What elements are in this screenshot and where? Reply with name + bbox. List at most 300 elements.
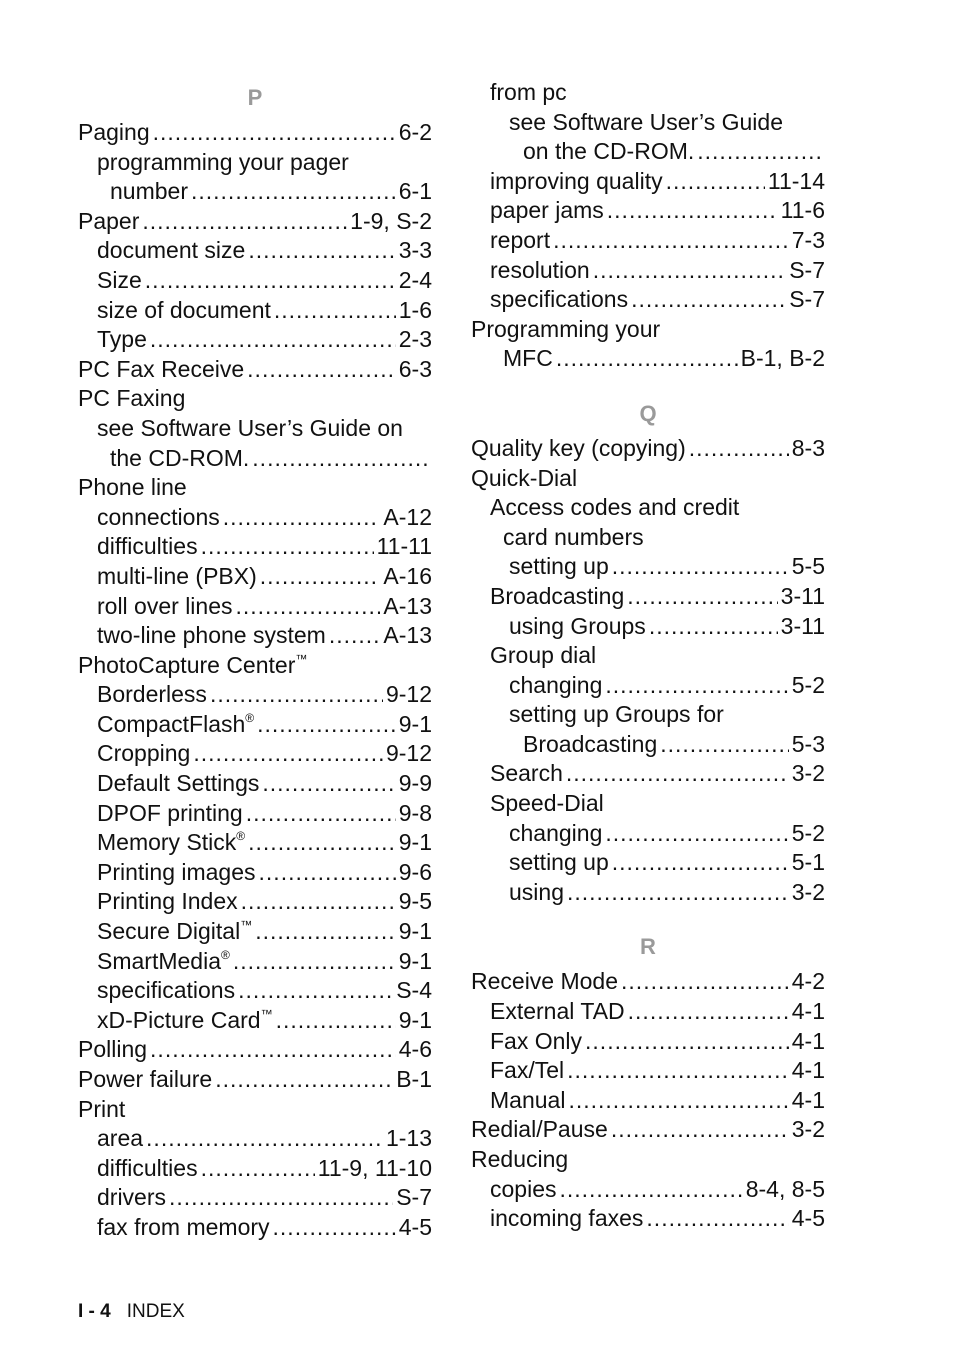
index-page-ref: 4-1 bbox=[791, 1086, 825, 1113]
index-term-text: Printing images bbox=[97, 858, 256, 885]
dot-leader bbox=[607, 196, 778, 226]
index-term-text: using Groups bbox=[509, 612, 646, 639]
index-page-ref: 6-3 bbox=[398, 355, 432, 382]
dot-leader bbox=[649, 612, 778, 642]
index-entry bbox=[471, 226, 825, 256]
index-page-ref: 4-5 bbox=[398, 1213, 432, 1240]
index-entry bbox=[78, 384, 432, 414]
index-page-ref: 3-2 bbox=[791, 1116, 825, 1143]
index-entry bbox=[78, 325, 432, 355]
index-term bbox=[78, 118, 150, 148]
index-term bbox=[97, 148, 349, 178]
index-entry bbox=[471, 167, 825, 197]
index-term bbox=[78, 207, 139, 237]
index-term-text: CompactFlash bbox=[97, 710, 246, 737]
index-page-ref: 11-14 bbox=[767, 167, 825, 194]
index-entry bbox=[471, 641, 825, 671]
dot-leader bbox=[605, 819, 788, 849]
dot-leader bbox=[689, 434, 789, 464]
index-term-text: multi-line (PBX) bbox=[97, 562, 257, 589]
dot-leader bbox=[568, 1086, 788, 1116]
index-page-ref: 7-3 bbox=[791, 226, 825, 253]
index-term bbox=[523, 730, 657, 760]
index-term bbox=[97, 296, 271, 326]
index-term bbox=[110, 177, 188, 207]
index-entry bbox=[78, 148, 432, 178]
index-term bbox=[78, 384, 185, 414]
dot-leader bbox=[585, 1027, 789, 1057]
index-term-text: changing bbox=[509, 671, 603, 698]
index-entry bbox=[78, 296, 432, 326]
index-entry bbox=[471, 967, 825, 997]
index-term-text: Print bbox=[78, 1095, 126, 1122]
dot-leader bbox=[612, 552, 789, 582]
index-term bbox=[490, 493, 739, 523]
index-term-text: setting up Groups for bbox=[509, 701, 724, 728]
index-page-ref: 3-2 bbox=[791, 760, 825, 787]
index-entry bbox=[78, 503, 432, 533]
dot-leader bbox=[566, 759, 789, 789]
index-term bbox=[490, 1027, 582, 1057]
index-term-text: Manual bbox=[490, 1086, 566, 1113]
index-entry bbox=[78, 710, 432, 740]
index-page-ref: 11-9, 11-10 bbox=[317, 1154, 432, 1181]
dot-leader bbox=[612, 848, 789, 878]
index-term-text: Borderless bbox=[97, 681, 207, 708]
index-page-ref: 9-1 bbox=[398, 947, 432, 974]
index-term-text: DPOF printing bbox=[97, 799, 243, 826]
index-term bbox=[97, 769, 259, 799]
dot-leader bbox=[146, 1124, 383, 1154]
index-term bbox=[490, 1056, 564, 1086]
index-entry bbox=[78, 1065, 432, 1095]
index-entry bbox=[78, 828, 432, 858]
index-page-ref: 2-3 bbox=[398, 326, 432, 353]
index-page-ref: 9-1 bbox=[398, 710, 432, 737]
index-page-ref: 9-12 bbox=[385, 681, 432, 708]
index-term bbox=[97, 799, 243, 829]
index-entry bbox=[78, 1035, 432, 1065]
index-term bbox=[490, 167, 663, 197]
index-entry bbox=[78, 414, 432, 444]
index-page-ref: B-1 bbox=[396, 1066, 432, 1092]
dot-leader bbox=[252, 444, 429, 474]
index-letter-heading: R bbox=[640, 934, 656, 960]
index-column-left bbox=[78, 78, 432, 1243]
dot-leader bbox=[247, 355, 396, 385]
index-term bbox=[503, 344, 553, 374]
index-term-text: Redial/Pause bbox=[471, 1116, 608, 1143]
index-term-text: Paging bbox=[78, 119, 150, 145]
index-term-text: document size bbox=[97, 237, 246, 264]
dot-leader bbox=[628, 997, 789, 1027]
index-term bbox=[97, 414, 403, 444]
page-number: I - 4 bbox=[78, 1301, 111, 1322]
index-page-ref: 11-11 bbox=[376, 533, 432, 560]
dot-leader bbox=[274, 296, 396, 326]
index-term bbox=[471, 315, 660, 345]
index-column-right bbox=[471, 78, 825, 1234]
index-term bbox=[97, 1183, 166, 1213]
index-entry bbox=[471, 78, 825, 108]
index-term bbox=[97, 947, 230, 977]
index-term-text: area bbox=[97, 1125, 144, 1152]
index-entry bbox=[78, 1095, 432, 1125]
index-term-text: Memory Stick bbox=[97, 829, 237, 856]
index-entry bbox=[471, 1204, 825, 1234]
index-entry bbox=[471, 1027, 825, 1057]
index-term bbox=[97, 532, 198, 562]
dot-leader bbox=[248, 236, 395, 266]
index-term bbox=[471, 967, 618, 997]
dot-leader bbox=[627, 582, 777, 612]
index-term bbox=[509, 552, 609, 582]
index-page-ref: 4-2 bbox=[791, 968, 825, 995]
index-term bbox=[97, 976, 235, 1006]
index-term-text: setting up bbox=[509, 849, 609, 876]
index-page-ref: 9-1 bbox=[398, 918, 432, 945]
index-term-text: on the CD-ROM. bbox=[523, 138, 695, 165]
index-entry bbox=[78, 769, 432, 799]
dot-leader bbox=[567, 1056, 789, 1086]
index-entry bbox=[471, 464, 825, 494]
index-term-text: Secure Digital bbox=[97, 918, 241, 945]
index-term-text: Printing Index bbox=[97, 888, 238, 915]
trademark-mark: ® bbox=[245, 710, 255, 725]
index-term bbox=[97, 887, 238, 917]
index-term-text: Type bbox=[97, 326, 147, 353]
index-entry bbox=[471, 344, 825, 374]
index-term bbox=[471, 464, 577, 494]
index-entry bbox=[471, 848, 825, 878]
index-page-ref: 5-3 bbox=[791, 730, 825, 757]
index-term-text: difficulties bbox=[97, 1154, 198, 1181]
index-term bbox=[97, 710, 254, 740]
index-term-text: paper jams bbox=[490, 197, 604, 224]
index-term-text: card numbers bbox=[503, 523, 644, 550]
index-entry bbox=[78, 1213, 432, 1243]
index-term bbox=[97, 1124, 143, 1154]
index-page-ref: 8-3 bbox=[791, 434, 825, 461]
index-entry bbox=[78, 858, 432, 888]
index-term bbox=[490, 256, 590, 286]
index-entry bbox=[471, 196, 825, 226]
index-page-ref: 1-9, S-2 bbox=[350, 207, 432, 234]
index-term-text: Size bbox=[97, 266, 142, 293]
index-entry bbox=[471, 1086, 825, 1116]
index-entry bbox=[471, 759, 825, 789]
index-page-ref: A-12 bbox=[383, 503, 432, 530]
index-entry bbox=[78, 444, 432, 474]
index-entry bbox=[78, 917, 432, 947]
dot-leader bbox=[276, 1006, 396, 1036]
index-page-ref: 6-1 bbox=[398, 178, 432, 205]
index-entry bbox=[471, 493, 825, 523]
dot-leader bbox=[169, 1183, 393, 1213]
index-term bbox=[490, 789, 604, 819]
index-term bbox=[523, 137, 694, 167]
section-spacer bbox=[471, 374, 825, 394]
index-term-text: Broadcasting bbox=[523, 730, 658, 757]
index-page-ref: 11-6 bbox=[780, 197, 825, 224]
index-entry bbox=[471, 582, 825, 612]
index-term-text: fax from memory bbox=[97, 1213, 270, 1240]
index-term bbox=[490, 196, 604, 226]
dot-leader bbox=[259, 858, 396, 888]
index-term bbox=[490, 759, 563, 789]
index-entry bbox=[78, 355, 432, 385]
index-page-ref: 3-3 bbox=[398, 237, 432, 264]
index-entry bbox=[471, 315, 825, 345]
dot-leader bbox=[193, 739, 383, 769]
index-term-text: Cropping bbox=[97, 740, 191, 767]
dot-leader bbox=[593, 256, 786, 286]
index-term-text: PhotoCapture Center bbox=[78, 651, 296, 678]
index-entry bbox=[78, 592, 432, 622]
dot-leader bbox=[248, 828, 396, 858]
page-footer bbox=[78, 1300, 185, 1324]
dot-leader bbox=[223, 503, 381, 533]
index-term bbox=[490, 641, 596, 671]
index-term bbox=[509, 671, 602, 701]
index-entry bbox=[78, 207, 432, 237]
index-page-ref: 9-1 bbox=[398, 829, 432, 856]
index-term bbox=[78, 1065, 212, 1095]
dot-leader bbox=[191, 177, 396, 207]
index-term-text: External TAD bbox=[490, 998, 625, 1025]
index-term-text: report bbox=[490, 226, 551, 253]
index-term bbox=[490, 997, 625, 1027]
index-page-ref: 4-5 bbox=[791, 1205, 825, 1232]
index-entry bbox=[78, 532, 432, 562]
index-page-ref: 3-11 bbox=[780, 612, 825, 639]
index-entry bbox=[78, 1183, 432, 1213]
index-term bbox=[509, 878, 564, 908]
index-term bbox=[78, 355, 244, 385]
index-term bbox=[509, 108, 783, 138]
section-spacer bbox=[471, 907, 825, 927]
index-term-text: Polling bbox=[78, 1036, 148, 1063]
dot-leader bbox=[621, 967, 789, 997]
index-page-ref: S-7 bbox=[396, 1184, 432, 1211]
index-term-text: Phone line bbox=[78, 474, 187, 501]
trademark-mark: ™ bbox=[295, 651, 308, 666]
index-term-text: Speed-Dial bbox=[490, 790, 604, 817]
trademark-mark: ™ bbox=[240, 918, 253, 933]
index-letter-heading: Q bbox=[639, 400, 657, 426]
dot-leader bbox=[255, 917, 396, 947]
index-term-text: copies bbox=[490, 1175, 557, 1202]
index-term bbox=[97, 503, 220, 533]
index-page-ref: S-4 bbox=[396, 977, 432, 1004]
index-term-text: Power failure bbox=[78, 1066, 213, 1092]
index-entry bbox=[78, 799, 432, 829]
index-term bbox=[490, 1175, 556, 1205]
index-page-ref: 5-1 bbox=[791, 849, 825, 876]
dot-leader bbox=[238, 976, 393, 1006]
index-term bbox=[97, 621, 326, 651]
index-term bbox=[471, 434, 686, 464]
dot-leader bbox=[329, 621, 381, 651]
dot-leader bbox=[150, 1035, 396, 1065]
index-term-text: improving quality bbox=[490, 167, 663, 194]
index-entry bbox=[471, 552, 825, 582]
index-page-ref: 5-2 bbox=[791, 819, 825, 846]
index-term-text: Quality key (copying) bbox=[471, 434, 686, 461]
index-entry bbox=[78, 887, 432, 917]
index-term bbox=[97, 828, 245, 858]
trademark-mark: ® bbox=[236, 829, 246, 844]
index-page-ref: A-16 bbox=[383, 562, 432, 589]
section-label: INDEX bbox=[126, 1301, 185, 1322]
index-entry bbox=[78, 947, 432, 977]
index-term-text: specifications bbox=[490, 286, 629, 313]
index-term bbox=[490, 1204, 643, 1234]
index-term-text: setting up bbox=[509, 553, 609, 580]
index-page-ref: B-1, B-2 bbox=[740, 345, 825, 372]
index-term bbox=[509, 612, 646, 642]
index-term-text: difficulties bbox=[97, 533, 198, 560]
index-term-text: roll over lines bbox=[97, 592, 233, 619]
index-entry bbox=[78, 177, 432, 207]
index-entry bbox=[471, 434, 825, 464]
index-term bbox=[490, 1086, 565, 1116]
index-term-text: the CD-ROM. bbox=[110, 444, 250, 471]
index-term bbox=[490, 78, 567, 108]
index-entry bbox=[78, 1154, 432, 1184]
index-entry bbox=[78, 236, 432, 266]
index-page-ref: 9-5 bbox=[398, 888, 432, 915]
index-page-ref: 1-6 bbox=[398, 296, 432, 323]
index-entry bbox=[78, 621, 432, 651]
dot-leader bbox=[697, 137, 822, 167]
index-entry bbox=[471, 789, 825, 819]
dot-leader bbox=[257, 710, 396, 740]
index-page-ref: 2-4 bbox=[398, 266, 432, 293]
index-entry bbox=[78, 1124, 432, 1154]
index-page-ref: 9-8 bbox=[398, 799, 432, 826]
dot-leader bbox=[666, 167, 765, 197]
index-entry bbox=[471, 997, 825, 1027]
trademark-mark: ® bbox=[220, 947, 230, 962]
dot-leader bbox=[142, 207, 347, 237]
index-term-text: changing bbox=[509, 819, 603, 846]
index-entry bbox=[471, 878, 825, 908]
index-term-text: SmartMedia bbox=[97, 947, 221, 974]
trademark-mark: ™ bbox=[260, 1006, 273, 1021]
dot-leader bbox=[611, 1115, 789, 1145]
index-page-ref: 1-13 bbox=[385, 1125, 432, 1152]
dot-leader bbox=[201, 1154, 315, 1184]
index-term bbox=[78, 1035, 147, 1065]
index-term bbox=[97, 917, 252, 947]
index-term bbox=[97, 236, 245, 266]
index-term-text: MFC bbox=[503, 345, 553, 372]
index-term bbox=[490, 285, 628, 315]
index-term bbox=[97, 562, 257, 592]
index-entry bbox=[471, 285, 825, 315]
index-term bbox=[97, 1006, 273, 1036]
dot-leader bbox=[153, 118, 396, 148]
index-term-text: see Software User’s Guide on bbox=[97, 414, 403, 441]
index-term-text: xD-Picture Card bbox=[97, 1006, 261, 1033]
dot-leader bbox=[567, 878, 789, 908]
index-page-ref: 4-1 bbox=[791, 1027, 825, 1054]
index-term-text: incoming faxes bbox=[490, 1205, 644, 1232]
index-term-text: Fax/Tel bbox=[490, 1057, 565, 1084]
index-entry bbox=[78, 976, 432, 1006]
index-term-text: size of document bbox=[97, 296, 271, 323]
index-term bbox=[78, 473, 187, 503]
dot-leader bbox=[260, 562, 381, 592]
index-page-ref: 5-2 bbox=[791, 671, 825, 698]
index-entry bbox=[471, 523, 825, 553]
index-page-ref: A-13 bbox=[383, 622, 432, 649]
dot-leader bbox=[556, 344, 738, 374]
index-page-ref: 6-2 bbox=[398, 119, 432, 145]
index-term bbox=[97, 858, 256, 888]
dot-leader bbox=[262, 769, 395, 799]
dot-leader bbox=[660, 730, 789, 760]
index-page-ref: A-13 bbox=[383, 592, 432, 619]
index-term-text: see Software User’s Guide bbox=[509, 108, 784, 135]
index-term bbox=[509, 848, 609, 878]
dot-leader bbox=[215, 1065, 393, 1095]
index-term bbox=[78, 651, 307, 681]
index-term-text: PC Fax Receive bbox=[78, 355, 245, 382]
index-term bbox=[97, 266, 142, 296]
index-page-ref: 4-1 bbox=[791, 998, 825, 1025]
index-page-ref: 9-6 bbox=[398, 858, 432, 885]
index-term bbox=[97, 592, 233, 622]
dot-leader bbox=[145, 266, 396, 296]
index-term bbox=[78, 1095, 125, 1125]
index-entry bbox=[471, 108, 825, 138]
index-term-text: Group dial bbox=[490, 642, 597, 669]
index-term bbox=[110, 444, 249, 474]
index-entry bbox=[471, 700, 825, 730]
dot-leader bbox=[605, 671, 788, 701]
index-term-text: Broadcasting bbox=[490, 582, 625, 609]
index-entry bbox=[78, 562, 432, 592]
index-page-ref: 5-5 bbox=[791, 553, 825, 580]
index-term-text: Search bbox=[490, 760, 563, 787]
index-term bbox=[490, 226, 550, 256]
index-term-text: drivers bbox=[97, 1184, 167, 1211]
index-term-text: Access codes and credit bbox=[490, 494, 740, 521]
dot-leader bbox=[201, 532, 374, 562]
index-term-text: Fax Only bbox=[490, 1027, 583, 1054]
index-entry bbox=[471, 730, 825, 760]
index-page-ref: 8-4, 8-5 bbox=[745, 1175, 825, 1202]
index-term-text: connections bbox=[97, 503, 220, 530]
index-page-ref: 4-6 bbox=[398, 1036, 432, 1063]
index-term-text: Receive Mode bbox=[471, 968, 619, 995]
index-term bbox=[471, 1115, 608, 1145]
index-term bbox=[509, 819, 602, 849]
index-term-text: resolution bbox=[490, 256, 590, 283]
index-entry bbox=[78, 118, 432, 148]
dot-leader bbox=[210, 680, 383, 710]
index-term-text: Paper bbox=[78, 207, 140, 234]
index-entry bbox=[78, 680, 432, 710]
index-term bbox=[97, 325, 147, 355]
index-term-text: Default Settings bbox=[97, 770, 260, 797]
index-page-ref: 9-12 bbox=[385, 740, 432, 767]
index-term-text: two-line phone system bbox=[97, 622, 326, 649]
index-entry bbox=[78, 739, 432, 769]
index-letter-heading: P bbox=[247, 85, 263, 110]
